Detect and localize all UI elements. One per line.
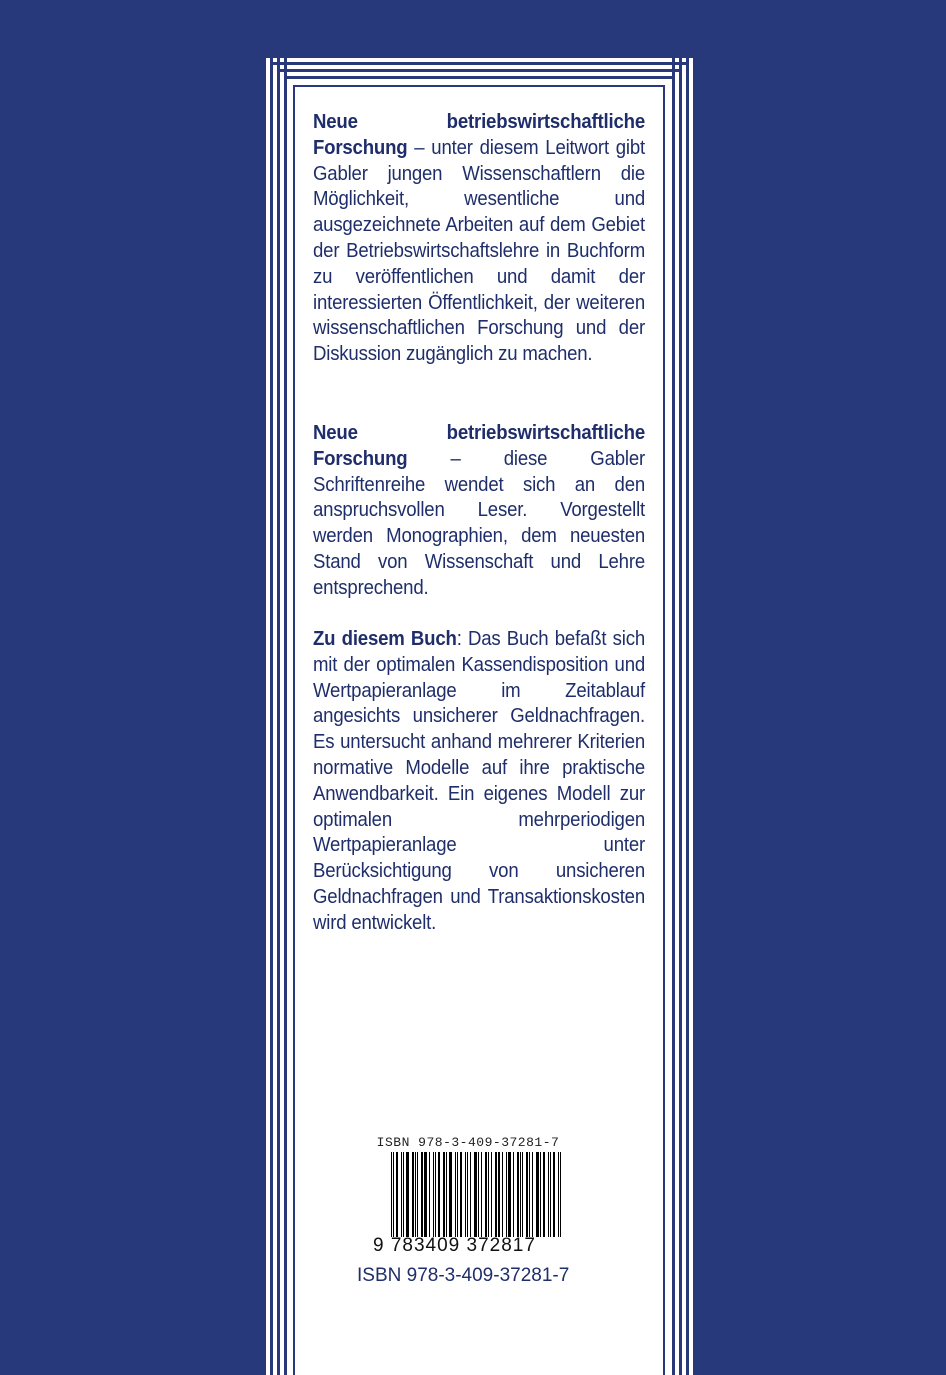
barcode-bar [457,1152,458,1237]
barcode-bar [415,1152,416,1237]
barcode-bar [498,1152,500,1237]
barcode-bar [406,1152,409,1237]
frame-rule [672,55,675,1375]
barcode-bar [560,1152,561,1237]
barcode-bar [481,1152,482,1237]
barcode-bar [522,1152,523,1237]
barcode-bar [502,1152,503,1237]
barcode-bar [520,1152,521,1237]
barcode-bar [396,1152,398,1237]
barcode [373,1135,563,1257]
isbn-label-bottom: ISBN 978-3-409-37281-7 [357,1265,570,1286]
barcode-bar [536,1152,539,1237]
barcode-bar [417,1152,418,1237]
barcode-bar [543,1152,545,1237]
barcode-bar [435,1152,436,1237]
paragraph-series-audience [313,421,645,602]
barcode-bar [540,1152,541,1237]
barcode-bar [526,1152,528,1237]
barcode-bar [550,1152,551,1237]
barcode-bar [403,1152,404,1237]
frame-rule [679,55,682,1375]
barcode-bar [517,1152,519,1237]
barcode-bar [401,1152,402,1237]
series-title: Neue betriebswirtschaftliche Forschung [313,422,646,470]
barcode-bar [455,1152,456,1237]
paragraph-body: unter diesem Leitwort gibt Gabler jungen Wissenschaftlern die Möglichkeit, wesentliche und ausgezeichnete Arbeiten auf dem Gebiet der Betriebswirtschaftslehre in Buchform zu veröffentlichen und damit der interessierten Öffentlichkeit, der weiteren wissenschaftlichen Forschung und der Diskussion zugänglich zu machen. [313,136,646,366]
frame-rule-top [284,76,675,79]
barcode-bar [558,1152,559,1237]
barcode-bar [488,1152,489,1237]
dash: – [407,136,432,159]
barcode-bar [393,1152,394,1237]
barcode-bar [553,1152,555,1237]
paragraph-about-book [313,627,645,937]
isbn-label-top: ISBN 978-3-409-37281-7 [376,1135,560,1150]
barcode-bar [438,1152,440,1237]
barcode-bar [506,1152,507,1237]
barcode-bar [532,1152,533,1237]
barcode-bar [491,1152,492,1237]
barcode-bar [470,1152,472,1237]
barcode-bar [429,1152,430,1237]
barcode-bar [391,1152,392,1237]
barcode-bar [465,1152,466,1237]
barcode-bar [508,1152,511,1237]
barcode-bar [513,1152,514,1237]
barcode-bar [485,1152,487,1237]
colon: : [456,628,468,650]
barcode-bar [467,1152,468,1237]
barcode-bar [449,1152,452,1237]
barcode-bar [421,1152,423,1237]
barcode-bar [412,1152,414,1237]
barcode-bar [495,1152,497,1237]
dash: – [407,447,504,470]
frame-rule-top [270,62,689,65]
barcode-bar [443,1152,445,1237]
frame-rule [284,55,287,1375]
frame-rule [270,55,273,1375]
barcode-digits: 9 783409 372817 [373,1235,536,1256]
barcode-bar [548,1152,549,1237]
barcode-bar [433,1152,434,1237]
barcode-bar [529,1152,530,1237]
frame-rule [693,55,696,1375]
frame-rule [263,55,266,1375]
barcode-bar [478,1152,479,1237]
barcode-bar [446,1152,447,1237]
about-book-heading: Zu diesem Buch [313,628,457,650]
paragraph-series-intro [313,110,645,368]
frame-rule-top [277,69,682,72]
series-title: Neue betriebswirtschaftliche Forschung [313,111,646,159]
frame-rule [686,55,689,1375]
barcode-bar [474,1152,477,1237]
barcode-bar [460,1152,462,1237]
barcode-bar [424,1152,427,1237]
barcode-bars [391,1152,563,1237]
frame-rule [277,55,280,1375]
paragraph-body: diese Gabler Schriftenreihe wendet sich an den anspruchsvollen Leser. Vorgestellt werden Monographien, dem neuesten Stand von Wissenschaft und Lehre entsprechend. [313,447,646,599]
paragraph-body: Das Buch befaßt sich mit der optimalen Kassendisposition und Wertpapieranlage im Zeitablauf angesichts unsicherer Geldnachfragen. Es untersucht anhand mehrerer Kriterien normative Modelle auf ihre praktische Anwendbarkeit. Ein eigenes Modell zur optimalen mehrperiodigen Wertpapieranlage unter Berücksichtigung von unsicheren Geldnachfragen und Transaktionskosten wird entwickelt. [313,628,646,934]
frame-rule-top [263,55,696,58]
